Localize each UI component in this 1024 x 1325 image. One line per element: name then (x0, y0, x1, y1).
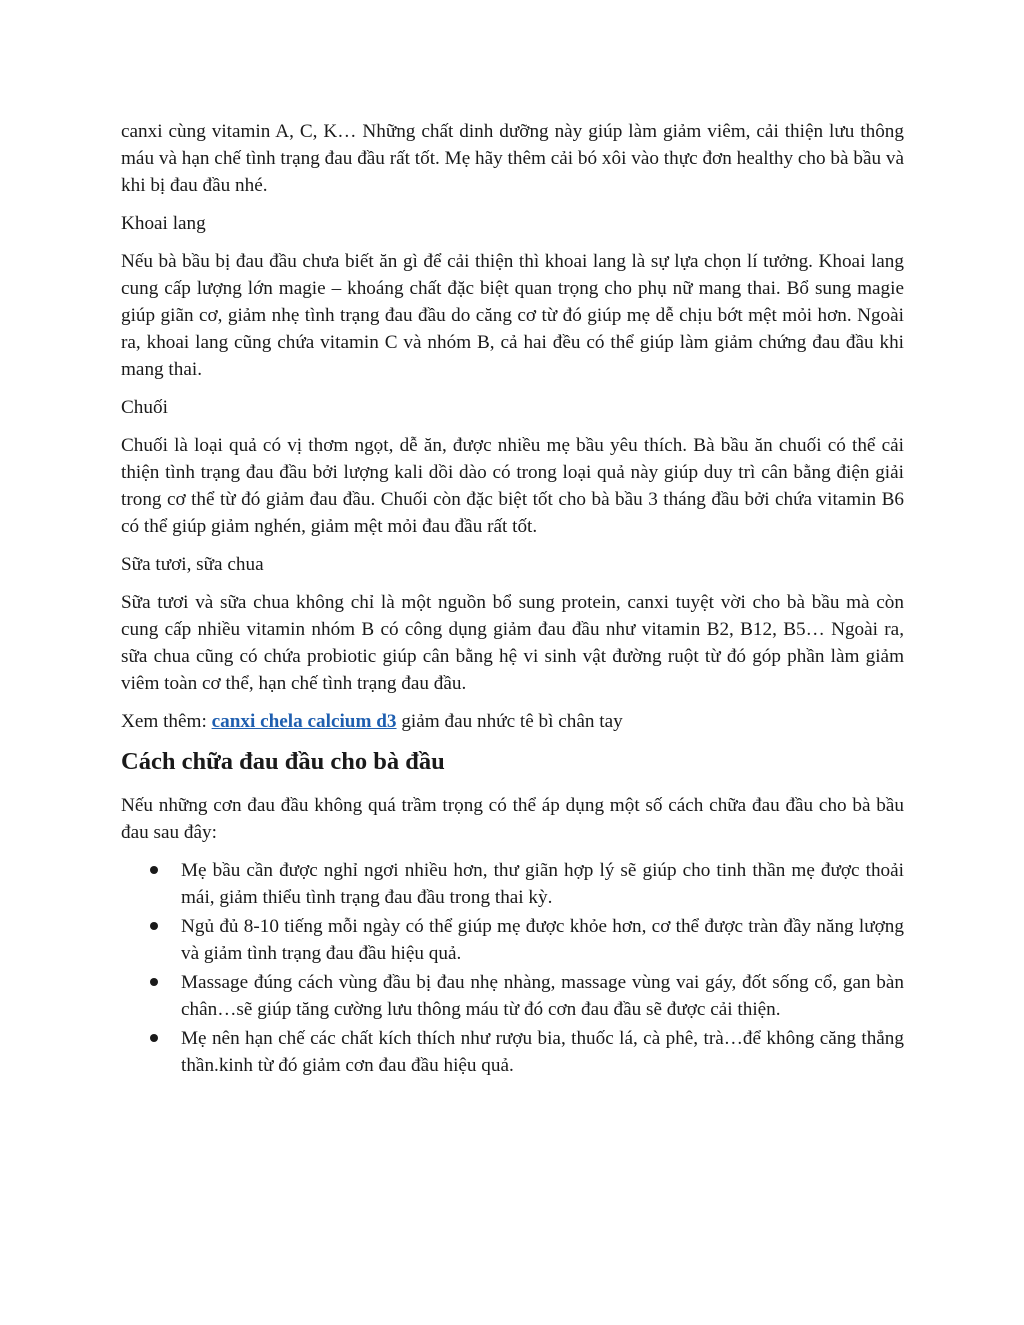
section-intro: Nếu những cơn đau đầu không quá trầm trọng có thể áp dụng một số cách chữa đau đầu cho bà bầu đau sau đây: (121, 795, 904, 843)
see-more-prefix: Xem thêm: (121, 711, 212, 732)
subheading-chuoi: Chuối (121, 397, 168, 418)
list-item (121, 1025, 904, 1079)
list-item-text: Mẹ bầu cần được nghỉ ngơi nhiều hơn, thư giãn hợp lý sẽ giúp cho tinh thần mẹ được thoải mái, giảm thiểu tình trạng đau đầu trong thai kỳ. (181, 860, 904, 908)
paragraph-khoai-lang: Nếu bà bầu bị đau đầu chưa biết ăn gì để cải thiện thì khoai lang là sự lựa chọn lí tưởng. Khoai lang cung cấp lượng lớn magie – khoáng chất đặc biệt quan trọng cho phụ nữ mang thai. Bổ sung magie giúp giãn cơ, giảm nhẹ tình trạng đau đầu do căng cơ từ đó giúp mẹ dễ chịu bớt mệt mỏi hơn. Ngoài ra, khoai lang cũng chứa vitamin C và nhóm B, cả hai đều có thể giúp làm giảm chứng đau đầu khi mang thai. (121, 251, 904, 380)
bullet-icon (150, 866, 158, 874)
list-item (121, 913, 904, 967)
subheading-khoai-lang: Khoai lang (121, 213, 206, 234)
remedy-list (121, 857, 904, 1079)
see-more-link[interactable]: canxi chela calcium d3 (211, 711, 397, 732)
paragraph-chuoi: Chuối là loại quả có vị thơm ngọt, dễ ăn, được nhiều mẹ bầu yêu thích. Bà bầu ăn chuối có thể cải thiện tình trạng đau đầu bởi lượng kali dồi dào có trong loại quả này giúp duy trì cân bằng điện giải trong cơ thể từ đó giảm đau đầu. Chuối còn đặc biệt tốt cho bà bầu 3 tháng đầu bởi chứa vitamin B6 có thể giúp giảm nghén, giảm mệt mỏi đau đầu rất tốt. (121, 435, 904, 537)
document-page (121, 118, 904, 1081)
list-item (121, 969, 904, 1023)
list-item-text: Massage đúng cách vùng đầu bị đau nhẹ nhàng, massage vùng vai gáy, đốt sống cổ, gan bàn chân…sẽ giúp tăng cường lưu thông máu từ đó cơn đau đầu sẽ được cải thiện. (181, 972, 904, 1020)
see-more-suffix: giảm đau nhức tê bì chân tay (396, 711, 623, 732)
bullet-icon (150, 922, 158, 930)
section-heading: Cách chữa đau đầu cho bà đầu (121, 748, 445, 775)
list-item (121, 857, 904, 911)
list-item-text: Mẹ nên hạn chế các chất kích thích như rượu bia, thuốc lá, cà phê, trà…để không căng thẳng thần.kinh từ đó giảm cơn đau đầu hiệu quả. (181, 1028, 904, 1076)
paragraph-sua: Sữa tươi và sữa chua không chỉ là một nguồn bổ sung protein, canxi tuyệt vời cho bà bầu mà còn cung cấp nhiều vitamin nhóm B có công dụng giảm đau đầu như vitamin B2, B12, B5… Ngoài ra, sữa chua cũng có chứa probiotic giúp cân bằng hệ vi sinh vật đường ruột từ đó góp phần làm giảm viêm toàn cơ thể, hạn chế tình trạng đau đầu. (121, 592, 904, 694)
bullet-icon (150, 1034, 158, 1042)
bullet-icon (150, 978, 158, 986)
list-item-text: Ngủ đủ 8-10 tiếng mỗi ngày có thể giúp mẹ được khỏe hơn, cơ thể được tràn đầy năng lượng và giảm tình trạng đau đầu hiệu quả. (181, 916, 904, 964)
paragraph-spinach: canxi cùng vitamin A, C, K… Những chất dinh dưỡng này giúp làm giảm viêm, cải thiện lưu thông máu và hạn chế tình trạng đau đầu rất tốt. Mẹ hãy thêm cải bó xôi vào thực đơn healthy cho bà bầu và khi bị đau đầu nhé. (121, 121, 904, 196)
subheading-sua: Sữa tươi, sữa chua (121, 554, 264, 575)
see-more-line (121, 708, 904, 735)
